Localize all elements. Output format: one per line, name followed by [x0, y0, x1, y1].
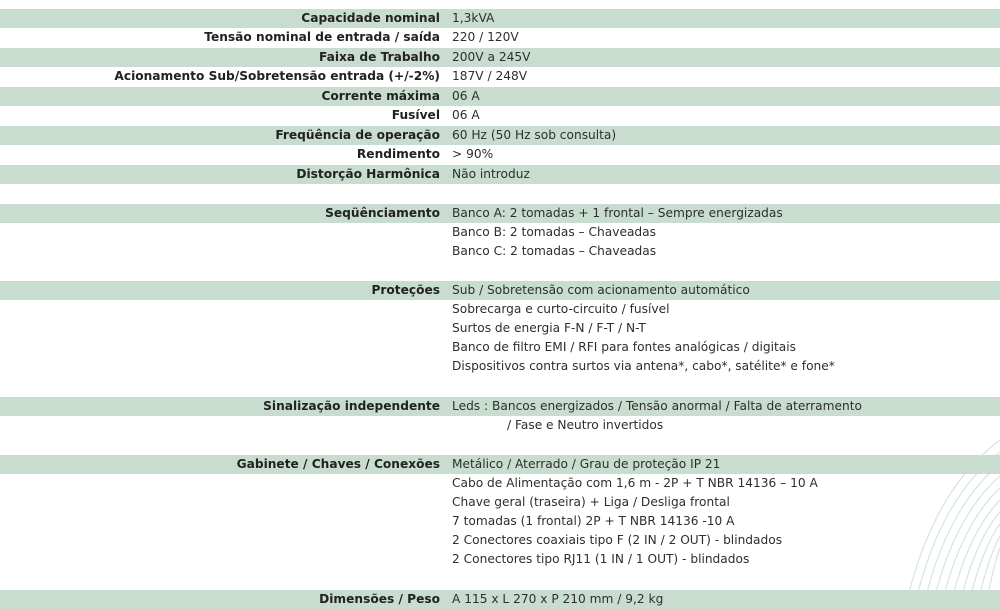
spec-value: Cabo de Alimentação com 1,6 m - 2P + T NBR 14136 – 10 A — [452, 476, 818, 490]
spec-value: 7 tomadas (1 frontal) 2P + T NBR 14136 -10 A — [452, 514, 735, 528]
spec-value: Leds : Bancos energizados / Tensão anormal / Falta de aterramento — [452, 399, 862, 413]
protecoes-line — [0, 357, 1000, 376]
spec-value: Surtos de energia F-N / F-T / N-T — [452, 321, 646, 335]
spec-value: Banco C: 2 tomadas – Chaveadas — [452, 244, 657, 258]
protecoes-line — [0, 300, 1000, 319]
spec-value: Banco de filtro EMI / RFI para fontes analógicas / digitais — [452, 340, 796, 354]
spec-value: > 90% — [452, 147, 494, 161]
gabinete-line — [0, 474, 1000, 493]
spec-label: Corrente máxima — [321, 89, 440, 103]
sequenciamento-line — [0, 223, 1000, 242]
protecoes-line — [0, 338, 1000, 357]
spec-label: Acionamento Sub/Sobretensão entrada (+/-2%) — [114, 69, 440, 83]
spec-value: 200V a 245V — [452, 50, 531, 64]
protecoes-line — [0, 319, 1000, 338]
spec-label: Fusível — [391, 108, 440, 122]
spec-row-acionamento — [0, 67, 1000, 86]
spec-value: 60 Hz (50 Hz sob consulta) — [452, 128, 617, 142]
gabinete-line — [0, 512, 1000, 531]
section-label: Gabinete / Chaves / Conexões — [236, 457, 440, 471]
protecoes-row — [0, 281, 1000, 300]
spec-value: 06 A — [452, 108, 480, 122]
sequenciamento-line — [0, 242, 1000, 261]
spec-value: 220 / 120V — [452, 30, 519, 44]
spec-value: 2 Conectores tipo RJ11 (1 IN / 1 OUT) - blindados — [452, 552, 750, 566]
spec-value: 1,3kVA — [452, 11, 495, 25]
section-label: Proteções — [371, 283, 440, 297]
spec-row-rendimento — [0, 145, 1000, 164]
spec-row-faixa — [0, 48, 1000, 67]
gabinete-line — [0, 550, 1000, 569]
spec-label: Tensão nominal de entrada / saída — [204, 30, 440, 44]
spec-value: Não introduz — [452, 167, 530, 181]
section-label: Seqüênciamento — [325, 206, 440, 220]
spec-value: 2 Conectores coaxiais tipo F (2 IN / 2 OUT) - blindados — [452, 533, 783, 547]
gabinete-row — [0, 455, 1000, 474]
spec-value: / Fase e Neutro invertidos — [507, 418, 664, 432]
spec-row-frequencia — [0, 126, 1000, 145]
spec-row-tensao — [0, 28, 1000, 47]
spec-value: Banco A: 2 tomadas + 1 frontal – Sempre energizadas — [452, 206, 783, 220]
spec-label: Rendimento — [356, 147, 440, 161]
spec-value: Metálico / Aterrado / Grau de proteção IP 21 — [452, 457, 721, 471]
spec-label: Freqüência de operação — [275, 128, 440, 142]
spec-value: Chave geral (traseira) + Liga / Desliga frontal — [452, 495, 730, 509]
spec-label: Distorção Harmônica — [296, 167, 440, 181]
sequenciamento-row — [0, 204, 1000, 223]
spec-value: Banco B: 2 tomadas – Chaveadas — [452, 225, 656, 239]
sinalizacao-row — [0, 397, 1000, 416]
section-label: Sinalização independente — [263, 399, 440, 413]
spec-value: Sub / Sobretensão com acionamento automático — [452, 283, 750, 297]
section-label: Dimensões / Peso — [319, 592, 440, 606]
sinalizacao-line — [0, 416, 1000, 435]
spec-value: Sobrecarga e curto-circuito / fusível — [452, 302, 670, 316]
spec-label: Faixa de Trabalho — [319, 50, 440, 64]
spec-value: A 115 x L 270 x P 210 mm / 9,2 kg — [452, 592, 664, 606]
spec-label: Capacidade nominal — [301, 11, 440, 25]
spec-row-distorcao — [0, 165, 1000, 184]
spec-row-capacidade — [0, 9, 1000, 28]
spec-value: Dispositivos contra surtos via antena*, cabo*, satélite* e fone* — [452, 359, 835, 373]
spec-row-fusivel — [0, 106, 1000, 125]
gabinete-line — [0, 493, 1000, 512]
gabinete-line — [0, 531, 1000, 550]
spec-row-corrente — [0, 87, 1000, 106]
dimensoes-row — [0, 590, 1000, 609]
spec-value: 187V / 248V — [452, 69, 528, 83]
spec-value: 06 A — [452, 89, 480, 103]
